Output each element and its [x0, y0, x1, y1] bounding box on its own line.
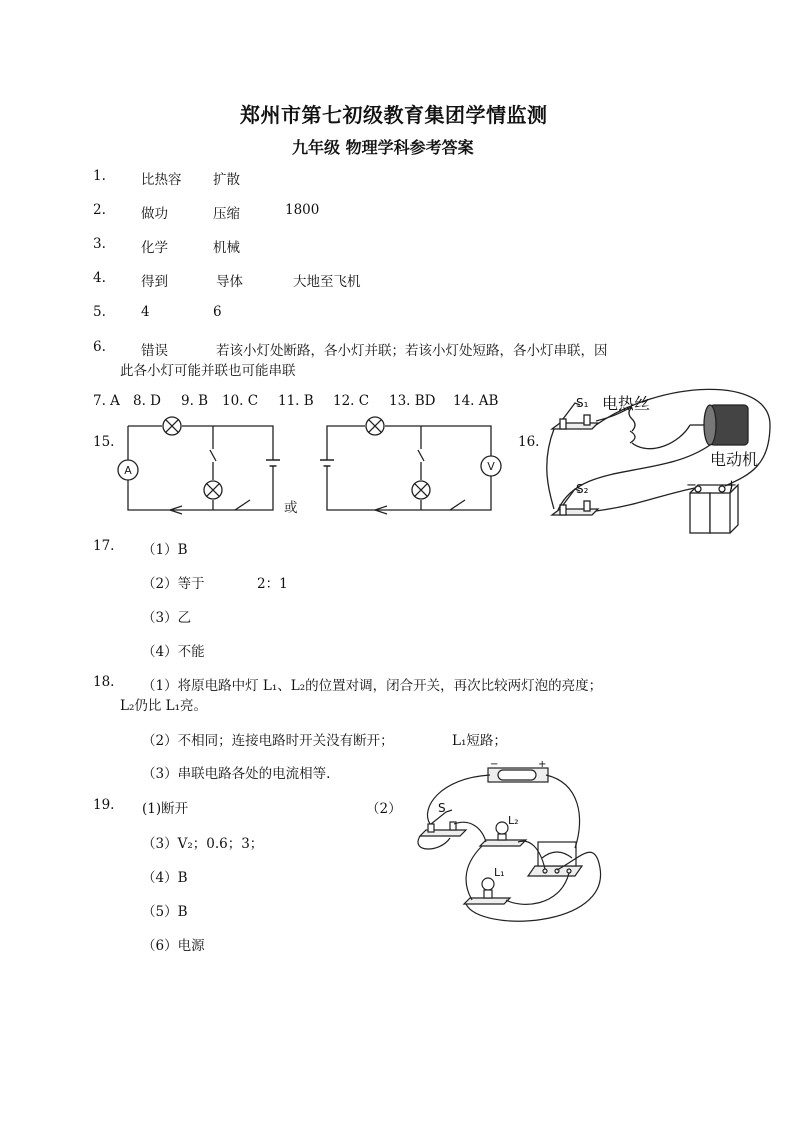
q19-part6: （6）电源 [142, 938, 205, 954]
q6-answer-a: 错误 [141, 343, 168, 359]
q3-number: 3. [93, 236, 106, 252]
q4-answer-b: 导体 [216, 274, 243, 290]
page-title: 郑州市第七初级教育集团学情监测 [240, 103, 548, 127]
choice-8: 8. D [133, 393, 161, 409]
q2-answer-b: 压缩 [213, 206, 240, 222]
q17-part1: （1）B [142, 542, 188, 558]
choice-11: 11. B [278, 393, 314, 409]
q16-label-minus: − [686, 478, 697, 493]
q18-part2b: L₁短路； [452, 733, 507, 749]
choice-10: 10. C [222, 393, 259, 409]
q16-circuit-figure [540, 385, 780, 540]
q16-label-s2: S₂ [576, 482, 589, 496]
q17-number: 17. [93, 538, 115, 554]
q18-number: 18. [93, 674, 115, 690]
q19-label-l1: L₁ [494, 866, 505, 879]
q6-answer-b: 若该小灯处断路，各小灯并联；若该小灯处短路，各小灯串联，因 [216, 343, 608, 359]
page-subtitle: 九年级 物理学科参考答案 [292, 138, 474, 157]
q15-or: 或 [284, 500, 298, 516]
q3-answer-a: 化学 [141, 240, 168, 256]
q15-right-voltmeter-label: V [487, 460, 495, 473]
q5-answer-a: 4 [141, 304, 150, 320]
q4-answer-a: 得到 [141, 274, 168, 290]
q18-part1: （1）将原电路中灯 L₁、L₂的位置对调，闭合开关，再次比较两灯泡的亮度； [142, 678, 603, 694]
q2-answer-c: 1800 [285, 202, 320, 218]
choice-9: 9. B [181, 393, 209, 409]
q19-circuit-figure [410, 758, 610, 928]
q4-answer-c: 大地至飞机 [293, 274, 361, 290]
q19-part5: （5）B [142, 904, 188, 920]
q16-label-s1: S₁ [576, 396, 589, 410]
q18-part3: （3）串联电路各处的电流相等. [142, 766, 331, 782]
q18-part1-cont: L₂仍比 L₁亮。 [120, 698, 208, 714]
q16-label-motor: 电动机 [710, 450, 759, 469]
choice-12: 12. C [333, 393, 370, 409]
q1-number: 1. [93, 168, 106, 184]
q19-label-s: S [438, 801, 446, 815]
q4-number: 4. [93, 270, 106, 286]
q2-answer-a: 做功 [141, 206, 168, 222]
q15-left-battery [266, 460, 280, 466]
q15-circuit-left [110, 412, 290, 518]
q19-part1: (1)断开 [142, 801, 189, 817]
q1-answer-a: 比热容 [141, 172, 182, 188]
q19-part3: （3）V₂；0.6；3； [142, 836, 264, 852]
choice-7: 7. A [93, 393, 120, 409]
q1-answer-b: 扩散 [213, 172, 240, 188]
q19-part4: （4）B [142, 870, 188, 886]
q18-part2a: （2）不相同；连接电路时开关没有断开； [142, 733, 394, 749]
choice-13: 13. BD [389, 393, 436, 409]
q17-part3: （3）乙 [142, 610, 192, 626]
q5-answer-b: 6 [213, 304, 222, 320]
q15-right-battery [320, 460, 334, 466]
q6-answer-c: 此各小灯可能并联也可能串联 [120, 363, 296, 379]
q15-number: 15. [93, 434, 115, 450]
q19-part2-label: （2） [366, 801, 402, 817]
q19-label-l2: L₂ [508, 814, 519, 827]
q2-number: 2. [93, 202, 106, 218]
q19-label-minus: − [490, 759, 499, 770]
q15-left-ammeter-label: A [124, 464, 132, 477]
q6-number: 6. [93, 339, 106, 355]
q16-number: 16. [518, 434, 540, 450]
q17-part2a: （2）等于 [142, 576, 205, 592]
q16-label-plus: + [726, 478, 737, 493]
q19-number: 19. [93, 797, 115, 813]
q16-label-heater: 电热丝 [602, 394, 651, 413]
q17-part2b: 2：1 [257, 576, 288, 592]
q3-answer-b: 机械 [213, 240, 240, 256]
choice-14: 14. AB [453, 393, 499, 409]
q19-label-plus: + [538, 759, 547, 770]
q5-number: 5. [93, 304, 106, 320]
q17-part4: （4）不能 [142, 644, 205, 660]
q15-circuit-right [313, 412, 503, 518]
